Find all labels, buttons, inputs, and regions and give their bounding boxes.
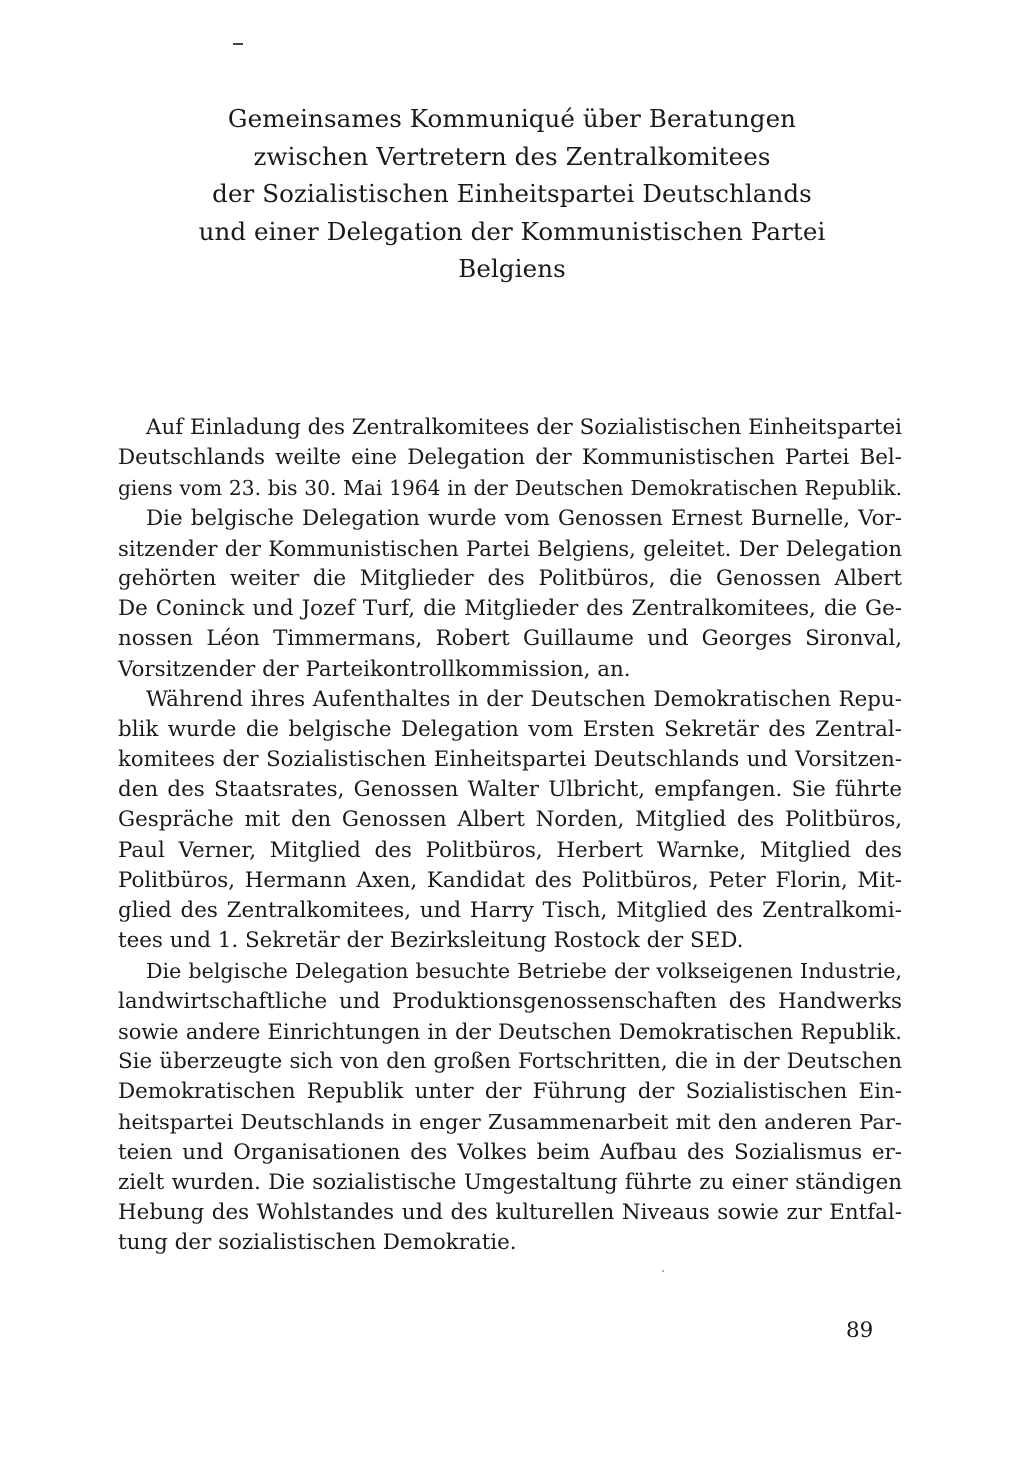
body-text bbox=[118, 413, 902, 1258]
body-line: sitzender der Kommunistischen Partei Belgiens, geleitet. Der Delegation bbox=[118, 535, 902, 561]
body-line: teien und Organisationen des Volkes beim Aufbau des Sozialismus er- bbox=[118, 1139, 902, 1165]
paper-speck bbox=[662, 1270, 664, 1272]
title-line: und einer Delegation der Kommunistischen Partei bbox=[198, 216, 826, 246]
body-line: Paul Verner, Mitglied des Politbüros, Herbert Warnke, Mitglied des bbox=[118, 837, 902, 863]
body-line: Vorsitzender der Parteikontrollkommission, an. bbox=[118, 656, 631, 682]
body-line: glied des Zentralkomitees, und Harry Tisch, Mitglied des Zentralkomi- bbox=[118, 898, 902, 923]
body-line: Sie überzeugte sich von den großen Fortschritten, die in der Deutschen bbox=[118, 1048, 902, 1074]
body-line: De Coninck und Jozef Turf, die Mitglieder des Zentralkomitees, die Ge- bbox=[118, 596, 902, 622]
body-line: Demokratischen Republik unter der Führung der Sozialistischen Ein- bbox=[118, 1079, 902, 1105]
body-line: tees und 1. Sekretär der Bezirksleitung Rostock der SED. bbox=[118, 928, 744, 954]
title-line: zwischen Vertretern des Zentralkomitees bbox=[253, 141, 771, 171]
body-line: giens vom 23. bis 30. Mai 1964 in der Deutschen Demokratischen Republik. bbox=[118, 476, 902, 501]
body-line: den des Staatsrates, Genossen Walter Ulbricht, empfangen. Sie führte bbox=[118, 777, 902, 803]
title-line: Belgiens bbox=[458, 254, 566, 283]
body-line: Deutschlands weilte eine Delegation der Kommunistischen Partei Bel- bbox=[118, 445, 902, 471]
print-mark bbox=[233, 43, 243, 45]
title-line: Gemeinsames Kommuniqué über Beratungen bbox=[227, 104, 797, 133]
body-line: Auf Einladung des Zentralkomitees der Sozialistischen Einheitspartei bbox=[146, 415, 902, 440]
body-line: Gespräche mit den Genossen Albert Norden, Mitglied des Politbüros, bbox=[118, 807, 902, 833]
body-line: Hebung des Wohlstandes und des kulturellen Niveaus sowie zur Entfal- bbox=[118, 1199, 902, 1225]
body-line: komitees der Sozialistischen Einheitspartei Deutschlands und Vorsitzen- bbox=[118, 747, 902, 773]
body-line: Die belgische Delegation besuchte Betriebe der volkseigenen Industrie, bbox=[146, 959, 902, 984]
body-line: Politbüros, Hermann Axen, Kandidat des Politbüros, Peter Florin, Mit- bbox=[118, 867, 902, 893]
page-number: 89 bbox=[846, 1318, 874, 1343]
body-line: gehörten weiter die Mitglieder des Politbüros, die Genossen Albert bbox=[118, 565, 902, 591]
body-line: landwirtschaftliche und Produktionsgenossenschaften des Handwerks bbox=[118, 988, 902, 1014]
document-title bbox=[120, 100, 904, 288]
body-line: sowie andere Einrichtungen in der Deutschen Demokratischen Republik. bbox=[118, 1018, 902, 1044]
body-line: zielt wurden. Die sozialistische Umgestaltung führte zu einer ständigen bbox=[118, 1169, 902, 1195]
body-line: heitspartei Deutschlands in enger Zusammenarbeit mit den anderen Par- bbox=[118, 1110, 902, 1135]
body-line: Während ihres Aufenthaltes in der Deutschen Demokratischen Repu- bbox=[146, 686, 902, 712]
body-line: blik wurde die belgische Delegation vom Ersten Sekretär des Zentral- bbox=[118, 716, 902, 742]
body-line: nossen Léon Timmermans, Robert Guillaume und Georges Sironval, bbox=[118, 626, 902, 652]
title-line: der Sozialistischen Einheitspartei Deutschlands bbox=[212, 179, 812, 208]
body-line: tung der sozialistischen Demokratie. bbox=[118, 1230, 517, 1256]
body-line: Die belgische Delegation wurde vom Genossen Ernest Burnelle, Vor- bbox=[146, 505, 902, 531]
